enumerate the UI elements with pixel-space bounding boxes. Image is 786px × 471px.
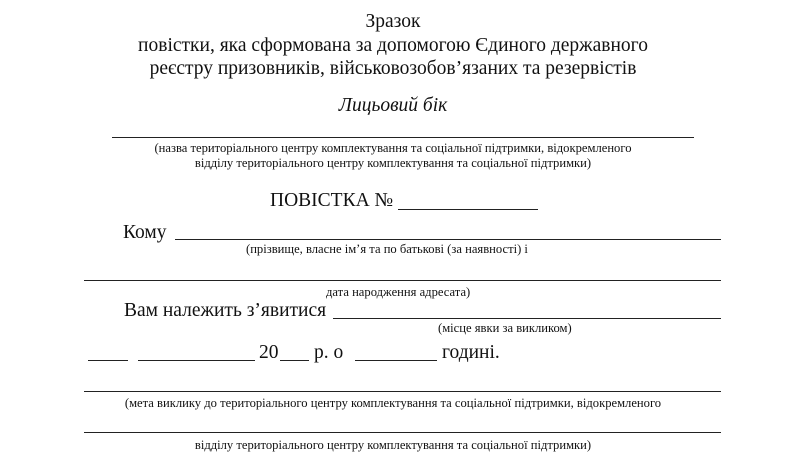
recipient-name-field[interactable] <box>175 239 721 240</box>
issuer-hint-line2: відділу територіального центру комплектування та соціальної підтримки) <box>194 156 592 170</box>
purpose-hint-line2: відділу територіального центру комплектування та соціальної підтримки) <box>194 438 592 452</box>
purpose-field-line1[interactable] <box>84 391 721 392</box>
year-suffix: р. о <box>314 342 344 363</box>
recipient-hint-line1: (прізвище, власне ім’я та по батькові (за наявності) і <box>246 242 528 256</box>
time-field[interactable] <box>355 360 437 361</box>
appearance-hint: (місце явки за викликом) <box>438 321 572 335</box>
recipient-birthdate-field[interactable] <box>84 280 721 281</box>
year-prefix: 20 <box>259 342 279 363</box>
issuer-field[interactable] <box>112 137 694 138</box>
notice-title-text: ПОВІСТКА № <box>270 190 394 211</box>
form-subtitle-line1: повістки, яка сформована за допомогою Єдиного державного <box>138 35 648 56</box>
sample-label: Зразок <box>365 11 421 32</box>
issuer-hint-line1: (назва територіального центру комплектування та соціальної підтримки, відокремленого <box>154 141 632 155</box>
day-field[interactable] <box>88 360 128 361</box>
month-field[interactable] <box>138 360 255 361</box>
purpose-field-line2[interactable] <box>84 432 721 433</box>
notice-number-field[interactable] <box>398 209 538 210</box>
appearance-label: Вам належить з’явитися <box>124 300 327 321</box>
time-suffix: годині. <box>442 342 500 363</box>
side-label: Лицьовий бік <box>338 95 448 116</box>
recipient-label: Кому <box>123 222 167 243</box>
form-subtitle-line2: реєстру призовників, військовозобов’язаних та резервістів <box>149 58 637 79</box>
notice-title <box>270 190 393 212</box>
recipient-hint-line2: дата народження адресата) <box>326 285 471 299</box>
year-field[interactable] <box>280 360 309 361</box>
purpose-hint-line1: (мета виклику до територіального центру комплектування та соціальної підтримки, відокремленого <box>124 396 662 410</box>
appearance-place-field[interactable] <box>333 318 721 319</box>
